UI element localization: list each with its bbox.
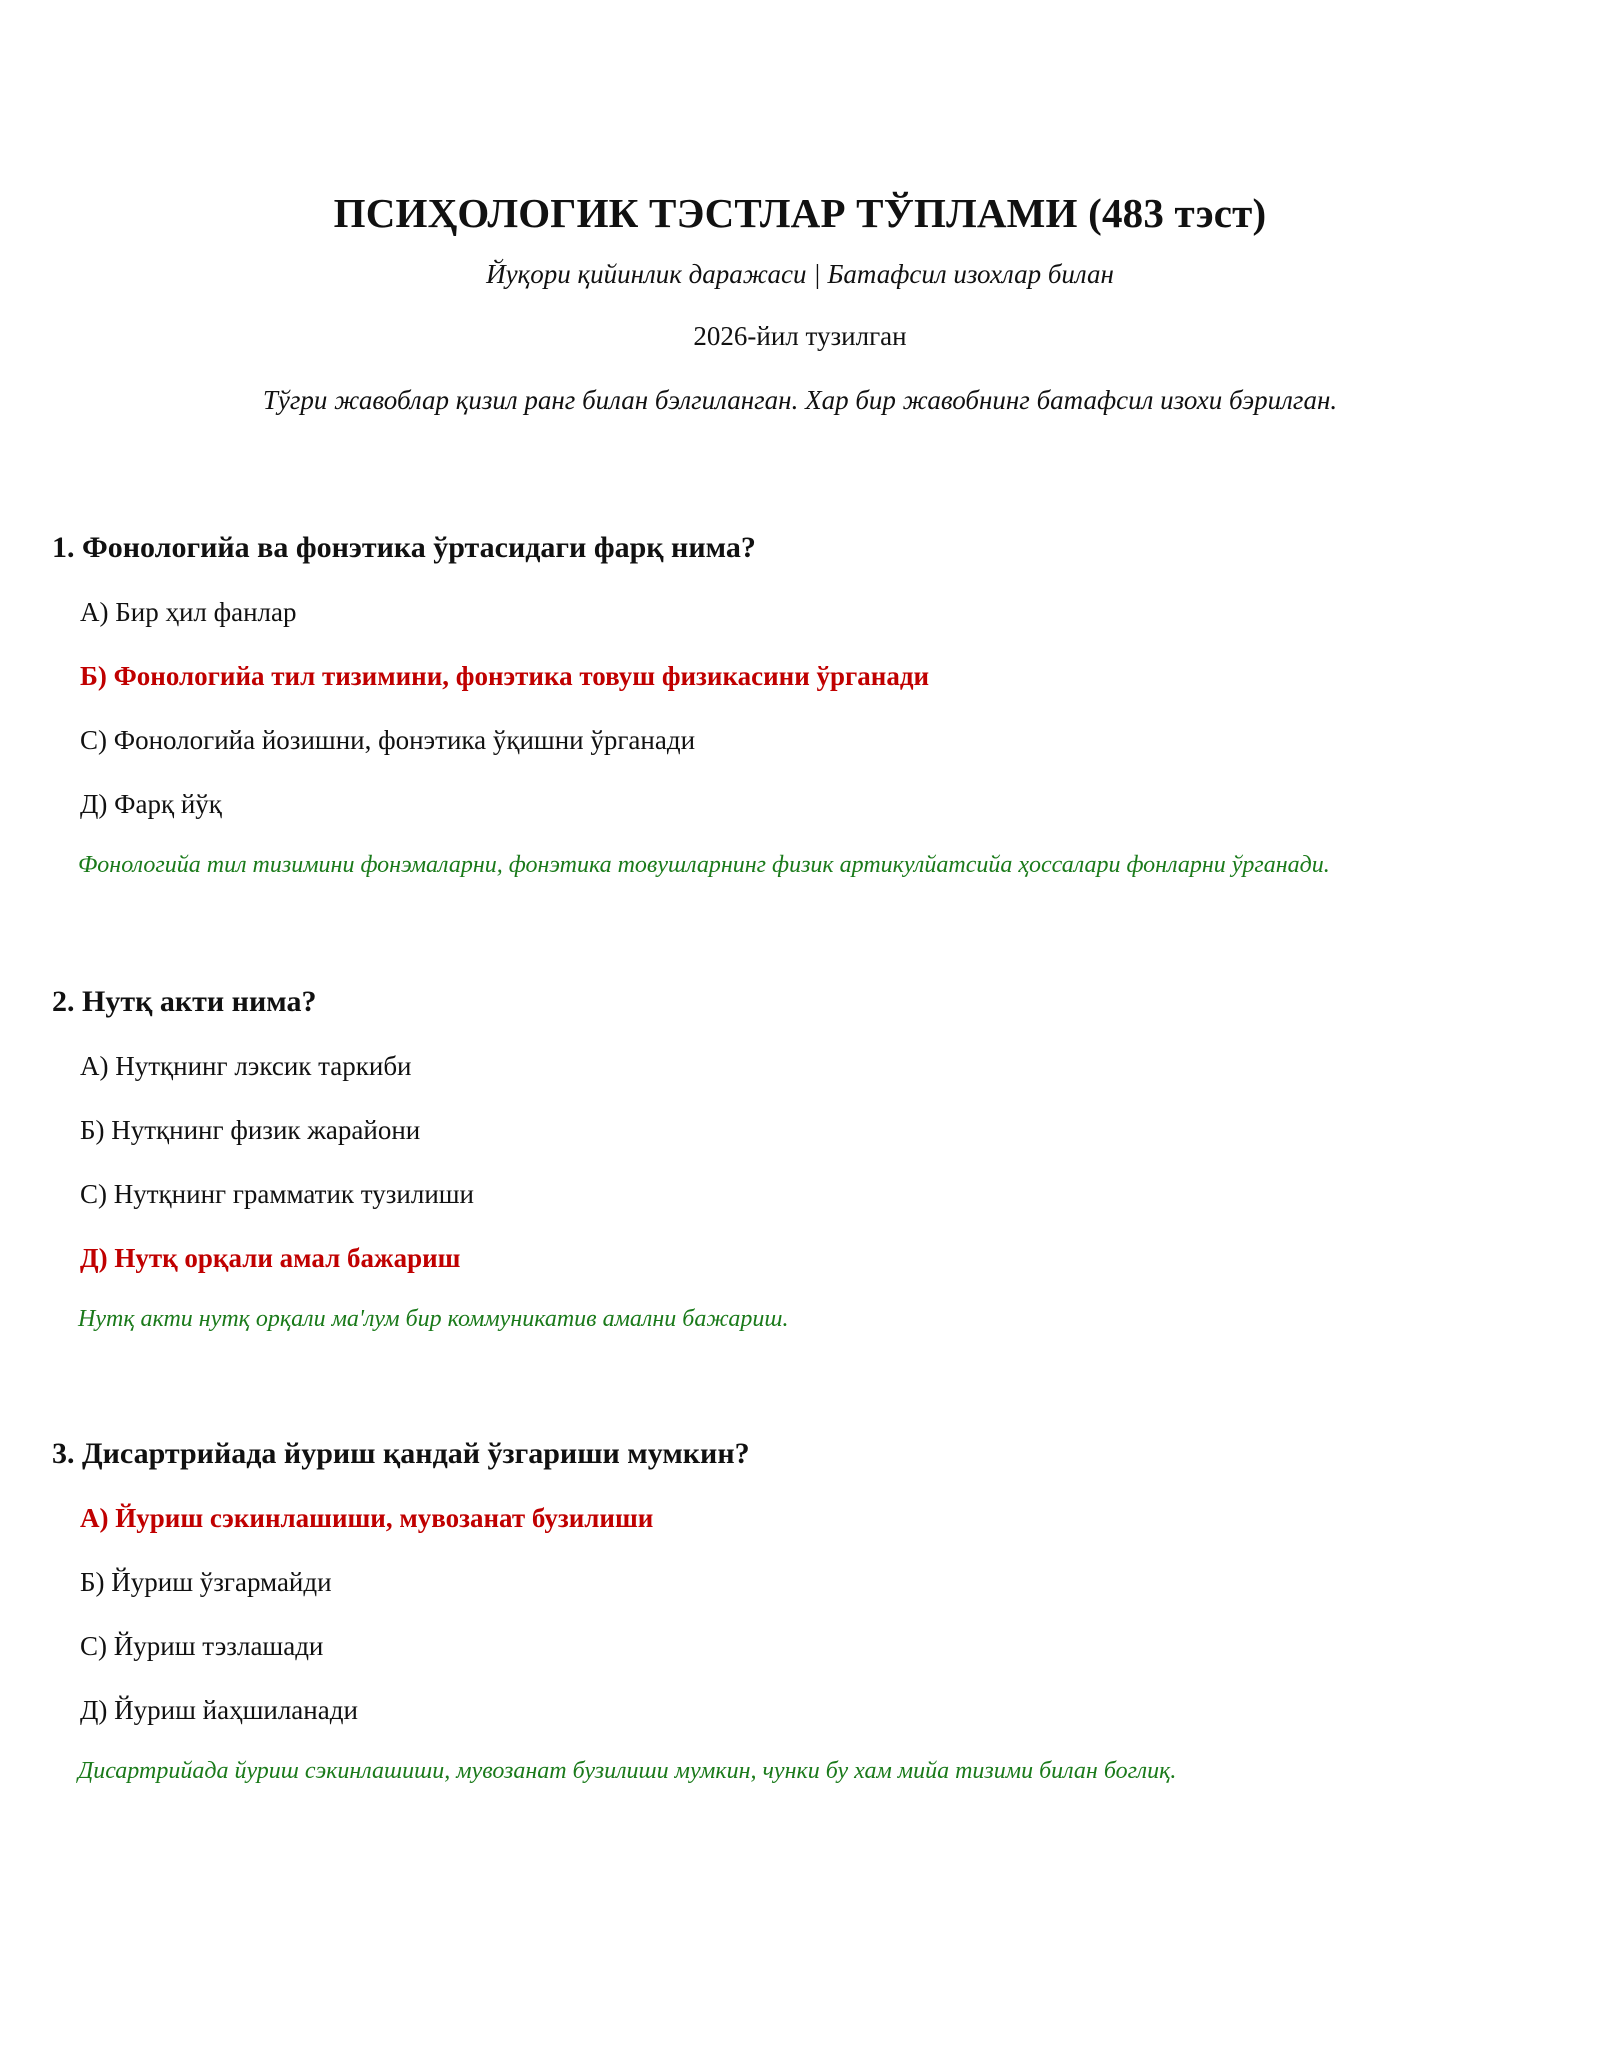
document-header [0, 186, 1600, 418]
document-subtitle: Йуқори қийинлик даражаси | Батафсил изохлар билан [486, 259, 1114, 289]
answer-explanation: Дисартрийада йуриш сэкинлашиши, мувозанат бузилиши мумкин, чунки бу хам мийа тизими билан боглиқ. [78, 1758, 1177, 1784]
option-a-correct: А) Йуриш сэкинлашиши, мувозанат бузилиши [80, 1503, 654, 1533]
question-2 [52, 982, 1552, 1336]
question-3 [52, 1434, 1552, 1788]
option-c: С) Фонологийа йозишни, фонэтика ўқишни ўрганади [80, 725, 696, 755]
option-c: С) Нутқнинг грамматик тузилиши [80, 1179, 475, 1209]
document-title: ПСИҲОЛОГИК ТЭСТЛАР ТЎПЛАМИ (483 тэст) [333, 190, 1267, 236]
question-title: 3. Дисартрийада йуриш қандай ўзгариши мумкин? [52, 1437, 750, 1470]
question-1 [52, 528, 1552, 882]
option-d-correct: Д) Нутқ орқали амал бажариш [80, 1243, 461, 1273]
option-b-correct: Б) Фонологийа тил тизимини, фонэтика товуш физикасини ўрганади [80, 661, 930, 691]
question-title: 2. Нутқ акти нима? [52, 985, 317, 1018]
option-d: Д) Йуриш йаҳшиланади [80, 1695, 358, 1725]
answer-explanation: Нутқ акти нутқ орқали ма'лум бир коммуникатив амални бажариш. [78, 1306, 789, 1332]
option-b: Б) Нутқнинг физик жарайони [80, 1115, 421, 1145]
question-title: 1. Фонологийа ва фонэтика ўртасидаги фарқ нима? [52, 531, 756, 564]
creation-year: 2026-йил тузилган [693, 321, 907, 351]
option-a: А) Нутқнинг лэксик таркиби [80, 1051, 412, 1081]
legend-note: Тўгри жавоблар қизил ранг билан бэлгиланган. Хар бир жавобнинг батафсил изохи бэрилган. [262, 385, 1338, 415]
option-d: Д) Фарқ йўқ [80, 789, 222, 819]
option-b: Б) Йуриш ўзгармайди [80, 1567, 332, 1597]
answer-explanation: Фонологийа тил тизимини фонэмаларни, фонэтика товушларнинг физик артикулйатсийа ҳоссалари фонларни ўрганади. [78, 852, 1330, 878]
option-c: С) Йуриш тэзлашади [80, 1631, 324, 1661]
option-a: А) Бир ҳил фанлар [80, 597, 297, 627]
